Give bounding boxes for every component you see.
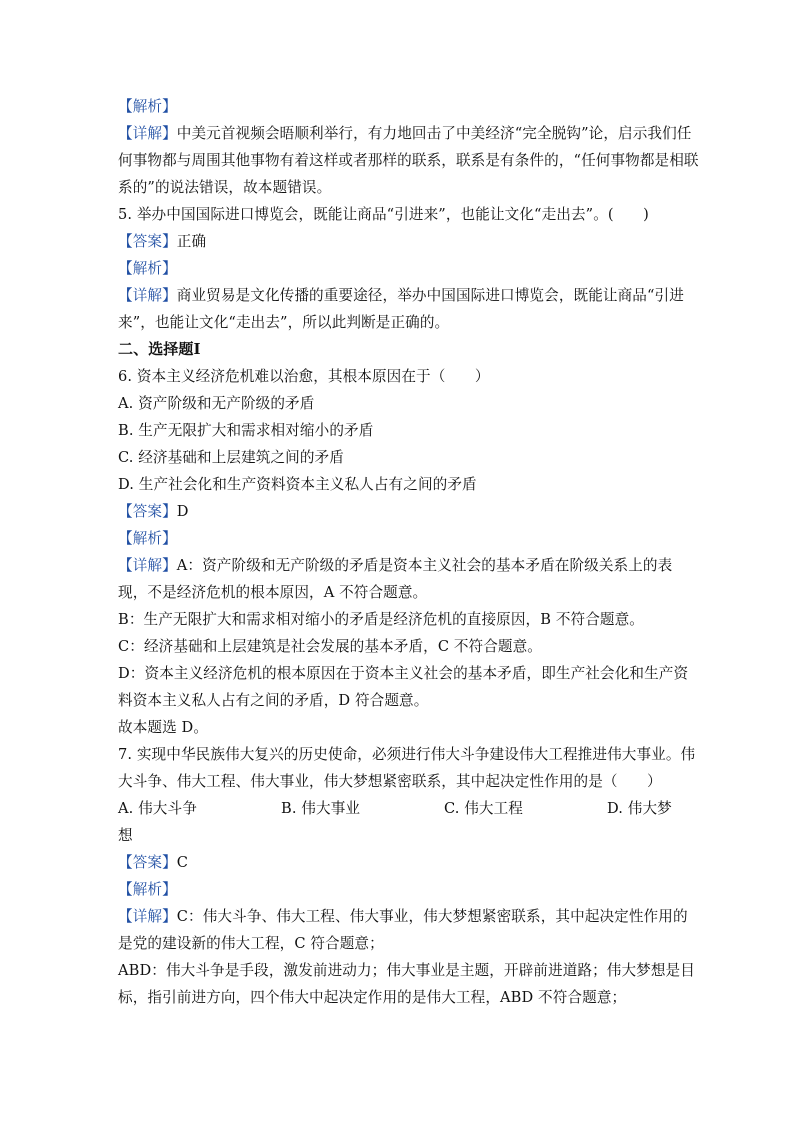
- answer-line: [118, 498, 678, 525]
- section-heading: 二、选择题Ⅰ: [118, 340, 201, 358]
- analysis-heading: [118, 525, 678, 552]
- detail-tag: 【详解】: [118, 557, 177, 574]
- option-a: A. 资产阶级和无产阶级的矛盾: [118, 395, 315, 412]
- detail-text-line: 标，指引前进方向，四个伟大中起决定作用的是伟大工程，ABD 不符合题意；: [118, 989, 627, 1006]
- option-d: D. 生产社会化和生产资料资本主义私人占有之间的矛盾: [118, 476, 477, 493]
- option-d-cont: 想: [118, 827, 133, 844]
- option-c: C. 伟大工程: [444, 800, 523, 817]
- answer-line: [118, 228, 678, 255]
- analysis-heading: [118, 93, 678, 120]
- detail-text-line: 来”，也能让文化“走出去”，所以此判断是正确的。: [118, 314, 450, 331]
- detail-line: [118, 552, 678, 579]
- detail-text-line: 现，不是经济危机的根本原因，A 不符合题意。: [118, 584, 428, 601]
- answer-tag: 【答案】: [118, 854, 177, 871]
- detail-text-line: 料资本主义私人占有之间的矛盾，D 符合题意。: [118, 692, 429, 709]
- detail-text-line: 何事物都与周围其他事物有着这样或者那样的联系，联系是有条件的，“任何事物都是相联: [118, 152, 699, 169]
- analysis-tag: 【解析】: [118, 98, 177, 115]
- option-b: B. 生产无限扩大和需求相对缩小的矛盾: [118, 422, 374, 439]
- option-b: B. 伟大事业: [281, 800, 361, 817]
- analysis-heading: [118, 255, 678, 282]
- detail-text-line: 是党的建设新的伟大工程，C 符合题意；: [118, 935, 384, 952]
- document-page: [118, 93, 699, 1011]
- detail-text-line: D：资本主义经济危机的根本原因在于资本主义社会的基本矛盾，即生产社会化和生产资: [118, 665, 689, 682]
- detail-tag: 【详解】: [118, 908, 177, 925]
- detail-text: 商业贸易是文化传播的重要途径，举办中国国际进口博览会，既能让商品“引进: [176, 287, 684, 304]
- option-c: C. 经济基础和上层建筑之间的矛盾: [118, 449, 344, 466]
- answer-value: D: [176, 503, 189, 520]
- option-a: A. 伟大斗争: [118, 800, 197, 817]
- question-7: 7. 实现中华民族伟大复兴的历史使命，必须进行伟大斗争建设伟大工程推进伟大事业。伟: [118, 746, 696, 763]
- detail-text: A：资产阶级和无产阶级的矛盾是资本主义社会的基本矛盾在阶级关系上的表: [176, 557, 673, 574]
- detail-text: 中美元首视频会晤顺利举行，有力地回击了中美经济“完全脱钩”论，启示我们任: [176, 125, 692, 142]
- detail-text-line: B：生产无限扩大和需求相对缩小的矛盾是经济危机的直接原因，B 不符合题意。: [118, 611, 644, 628]
- question-7-cont: 大斗争、伟大工程、伟大事业，伟大梦想紧密联系，其中起决定性作用的是（ ）: [118, 773, 662, 790]
- detail-line: [118, 903, 688, 930]
- detail-text-line: 故本题选 D。: [118, 719, 209, 736]
- analysis-tag: 【解析】: [118, 881, 177, 898]
- detail-line: [118, 120, 692, 147]
- detail-text-line: 系的”的说法错误，故本题错误。: [118, 179, 332, 196]
- answer-line: [118, 849, 678, 876]
- detail-line: [118, 282, 684, 309]
- question-5: 5. 举办中国国际进口博览会，既能让商品“引进来”，也能让文化“走出去”。( ): [118, 206, 649, 223]
- options-row: [118, 795, 678, 822]
- detail-text-line: ABD：伟大斗争是手段，激发前进动力；伟大事业是主题，开辟前进道路；伟大梦想是目: [118, 962, 695, 979]
- option-d: D. 伟大梦: [607, 800, 672, 817]
- answer-value: 正确: [176, 233, 207, 250]
- analysis-heading: [118, 876, 678, 903]
- answer-value: C: [176, 854, 189, 871]
- analysis-tag: 【解析】: [118, 260, 177, 277]
- answer-tag: 【答案】: [118, 233, 177, 250]
- detail-text: C：伟大斗争、伟大工程、伟大事业，伟大梦想紧密联系，其中起决定性作用的: [176, 908, 688, 925]
- analysis-tag: 【解析】: [118, 530, 177, 547]
- detail-tag: 【详解】: [118, 125, 177, 142]
- detail-text-line: C：经济基础和上层建筑是社会发展的基本矛盾，C 不符合题意。: [118, 638, 543, 655]
- answer-tag: 【答案】: [118, 503, 177, 520]
- question-6: 6. 资本主义经济危机难以治愈，其根本原因在于（ ）: [118, 368, 490, 385]
- detail-tag: 【详解】: [118, 287, 177, 304]
